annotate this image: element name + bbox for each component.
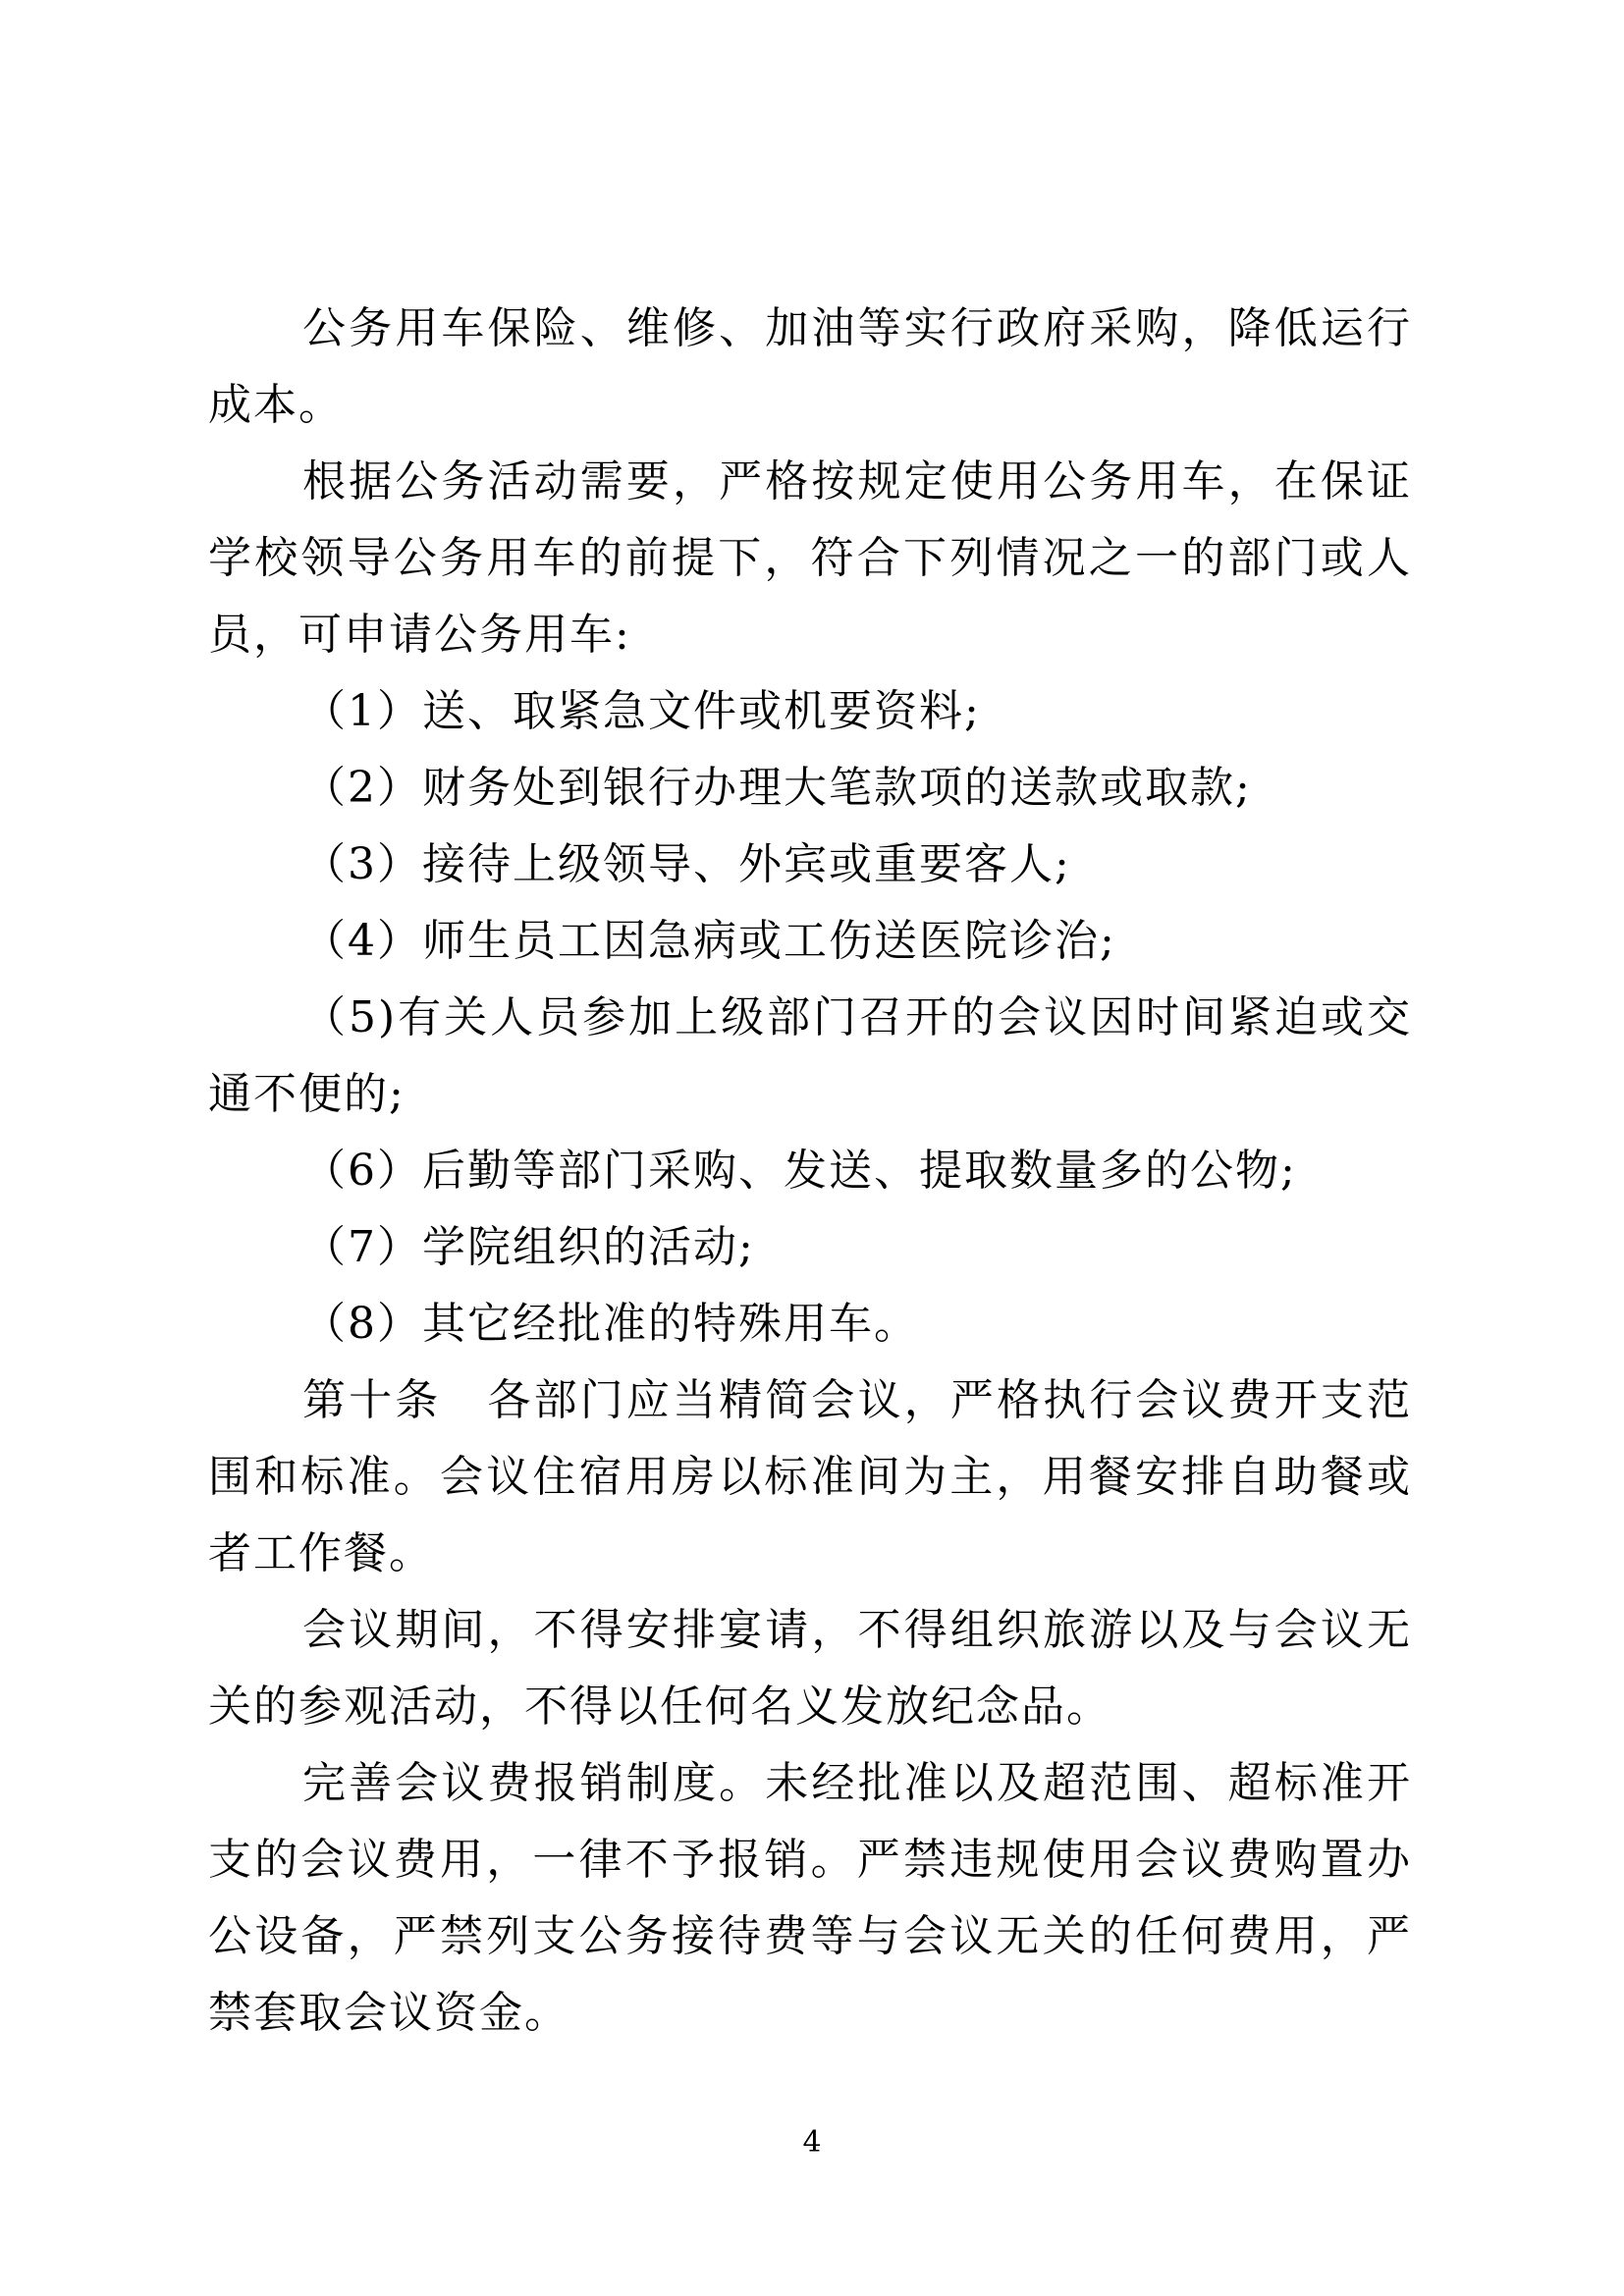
text-line: 根据公务活动需要，严格按规定使用公务用车，在保证 (302, 456, 1412, 507)
text-line: 公务用车保险、维修、加油等实行政府采购，降低运行 (302, 303, 1412, 353)
text-line: 成本。 (208, 380, 344, 430)
paragraph (208, 1209, 1412, 1286)
text-line: 公设备，严禁列支公务接待费等与会议无关的任何费用，严 (208, 1911, 1412, 1961)
paragraph (208, 1133, 1412, 1209)
text-line: （8）其它经批准的特殊用车。 (302, 1299, 919, 1349)
paragraph (208, 673, 1412, 750)
text-line: （4）师生员工因急病或工伤送医院诊治; (302, 916, 1116, 966)
paragraph (208, 1286, 1412, 1362)
paragraph (208, 1592, 1412, 1745)
paragraph (208, 903, 1412, 980)
paragraph (208, 827, 1412, 903)
text-line: （7）学院组织的活动; (302, 1222, 755, 1272)
paragraph (208, 291, 1412, 444)
document-body (208, 291, 1412, 2052)
text-line: 者工作餐。 (208, 1528, 434, 1578)
text-line: 围和标准。会议住宿用房以标准间为主，用餐安排自助餐或 (208, 1452, 1412, 1502)
text-line: 学校领导公务用车的前提下，符合下列情况之一的部门或人 (208, 533, 1412, 583)
text-line: 会议期间，不得安排宴请，不得组织旅游以及与会议无 (302, 1605, 1412, 1655)
text-line: （6）后勤等部门采购、发送、提取数量多的公物; (302, 1146, 1297, 1196)
text-line: （1）送、取紧急文件或机要资料; (302, 686, 981, 736)
text-line: （3）接待上级领导、外宾或重要客人; (302, 839, 1071, 889)
paragraph (208, 750, 1412, 827)
text-line: 员，可申请公务用车: (208, 610, 631, 660)
paragraph (208, 444, 1412, 673)
text-line: 通不便的; (208, 1069, 406, 1119)
paragraph (208, 1745, 1412, 2052)
text-line: （5)有关人员参加上级部门召开的会议因时间紧迫或交 (302, 992, 1412, 1042)
paragraph (208, 980, 1412, 1133)
page-number: 4 (802, 2125, 822, 2160)
text-line: 禁套取会议资金。 (208, 1988, 569, 2038)
text-line: 第十条 各部门应当精简会议，严格执行会议费开支范 (302, 1375, 1412, 1425)
text-line: 支的会议费用，一律不予报销。严禁违规使用会议费购置办 (208, 1835, 1412, 1885)
text-line: 关的参观活动，不得以任何名义发放纪念品。 (208, 1682, 1111, 1732)
text-line: 完善会议费报销制度。未经批准以及超范围、超标准开 (302, 1758, 1412, 1808)
paragraph (208, 1362, 1412, 1592)
text-line: （2）财务处到银行办理大笔款项的送款或取款; (302, 763, 1252, 813)
